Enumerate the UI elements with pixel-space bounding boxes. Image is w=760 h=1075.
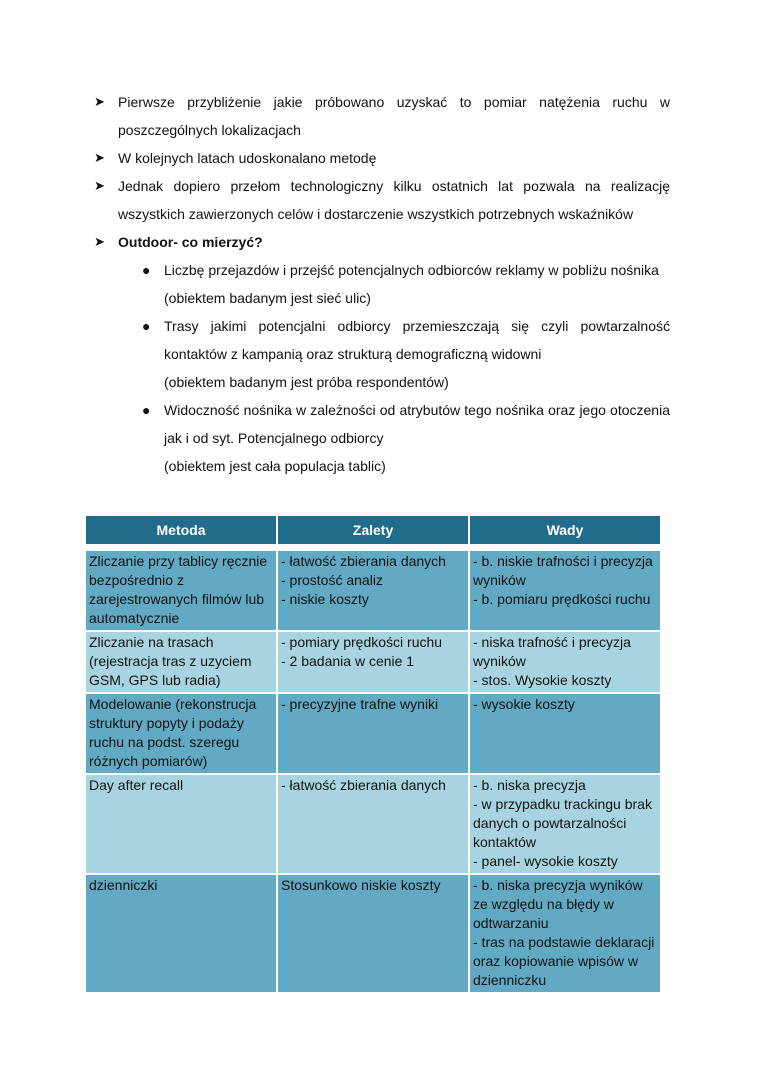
- bullet-item-1: [94, 88, 670, 144]
- table-row: [86, 775, 660, 873]
- cell-line: - stos. Wysokie koszty: [473, 672, 612, 688]
- cell-line: - pomiary prędkości ruchu: [281, 634, 443, 650]
- subbullet-text-1: Liczbę przejazdów i przejść potencjalnych odbiorców reklamy w pobliżu nośnika: [164, 262, 659, 278]
- table-header-row: [86, 516, 660, 544]
- subbullet-note-3: (obiektem jest cała populacja tablic): [164, 458, 386, 474]
- arrow-bullet-list: [94, 88, 670, 480]
- table-row: [86, 875, 660, 992]
- bullet-section: [94, 88, 670, 480]
- cell-line: - niska trafność i precyzja wyników: [473, 634, 631, 669]
- subbullet-text-2: Trasy jakimi potencjalni odbiorcy przemieszczają się czyli powtarzalność kontaktów z kampanią oraz strukturą demograficzną widowni: [164, 318, 670, 362]
- cell-metoda: Modelowanie (rekonstrucja struktury popyty i podaży ruchu na podst. szeregu różnych pomiarów): [86, 694, 276, 773]
- cell-line: Stosunkowo niskie koszty: [281, 877, 441, 893]
- arrow-bullet-icon: ➤: [94, 234, 105, 249]
- arrow-bullet-icon: ➤: [94, 94, 105, 109]
- header-wady: Wady: [470, 516, 660, 544]
- cell-line: - niskie koszty: [281, 591, 369, 607]
- cell-metoda: dzienniczki: [86, 875, 276, 992]
- dot-bullet-icon: ●: [142, 262, 151, 278]
- cell-zalety: [278, 875, 468, 992]
- cell-zalety: [278, 775, 468, 873]
- subbullet-item-3: [140, 396, 670, 480]
- bullet-text-3: Jednak dopiero przełom technologiczny kilku ostatnich lat pozwala na realizację wszystkich zawierzonych celów i dostarczenie wszystkich potrzebnych wskaźników: [118, 178, 670, 222]
- bullet-text-1: Pierwsze przybliżenie jakie próbowano uzyskać to pomiar natężenia ruchu w poszczególnych lokalizacjach: [118, 94, 670, 138]
- cell-line: - b. pomiaru prędkości ruchu: [473, 591, 651, 607]
- header-metoda: Metoda: [86, 516, 276, 544]
- dot-bullet-icon: ●: [142, 402, 151, 418]
- cell-line: - tras na podstawie deklaracji oraz kopiowanie wpisów w dzienniczku: [473, 934, 655, 988]
- cell-wady: [470, 551, 660, 630]
- bullet-item-2: [94, 144, 670, 172]
- cell-wady: [470, 694, 660, 773]
- table-row: [86, 551, 660, 630]
- table-row: [86, 694, 660, 773]
- cell-line: - wysokie koszty: [473, 696, 575, 712]
- subbullet-note-2: (obiektem badanym jest próba respondentów): [164, 374, 449, 390]
- cell-wady: [470, 632, 660, 692]
- cell-metoda: Zliczanie przy tablicy ręcznie bezpośrednio z zarejestrowanych filmów lub automatycznie: [86, 551, 276, 630]
- cell-line: - panel- wysokie koszty: [473, 853, 618, 869]
- cell-line: - w przypadku trackingu brak danych o powtarzalności kontaktów: [473, 796, 652, 850]
- cell-line: - b. niska precyzja wyników ze względu na błędy w odtwarzaniu: [473, 877, 643, 931]
- dot-bullet-list: [94, 256, 670, 480]
- methods-table: [84, 514, 662, 994]
- arrow-bullet-icon: ➤: [94, 150, 105, 165]
- cell-line: - 2 badania w cenie 1: [281, 653, 415, 669]
- cell-wady: [470, 775, 660, 873]
- header-zalety: Zalety: [278, 516, 468, 544]
- bullet-item-3: [94, 172, 670, 228]
- cell-line: - b. niskie trafności i precyzja wyników: [473, 553, 653, 588]
- subbullet-note-1: (obiektem badanym jest sieć ulic): [164, 290, 371, 306]
- cell-metoda: Day after recall: [86, 775, 276, 873]
- cell-wady: [470, 875, 660, 992]
- cell-line: - łatwość zbierania danych: [281, 553, 446, 569]
- table-spacer: [86, 546, 660, 549]
- subbullet-item-2: [140, 312, 670, 396]
- cell-line: - prostość analiz: [281, 572, 383, 588]
- dot-bullet-icon: ●: [142, 318, 151, 334]
- cell-zalety: [278, 632, 468, 692]
- arrow-bullet-icon: ➤: [94, 178, 105, 193]
- cell-line: - b. niska precyzja: [473, 777, 586, 793]
- cell-zalety: [278, 551, 468, 630]
- bullet-heading-outdoor: Outdoor- co mierzyć?: [118, 234, 263, 250]
- cell-line: - łatwość zbierania danych: [281, 777, 446, 793]
- table-row: [86, 632, 660, 692]
- bullet-text-2: W kolejnych latach udoskonalano metodę: [118, 150, 377, 166]
- bullet-item-4: [94, 228, 670, 480]
- cell-zalety: [278, 694, 468, 773]
- cell-line: - precyzyjne trafne wyniki: [281, 696, 439, 712]
- subbullet-item-1: [140, 256, 670, 312]
- subbullet-text-3: Widoczność nośnika w zależności od atrybutów tego nośnika oraz jego otoczenia jak i od syt. Potencjalnego odbiorcy: [164, 402, 670, 446]
- cell-metoda: Zliczanie na trasach (rejestracja tras z uzyciem GSM, GPS lub radia): [86, 632, 276, 692]
